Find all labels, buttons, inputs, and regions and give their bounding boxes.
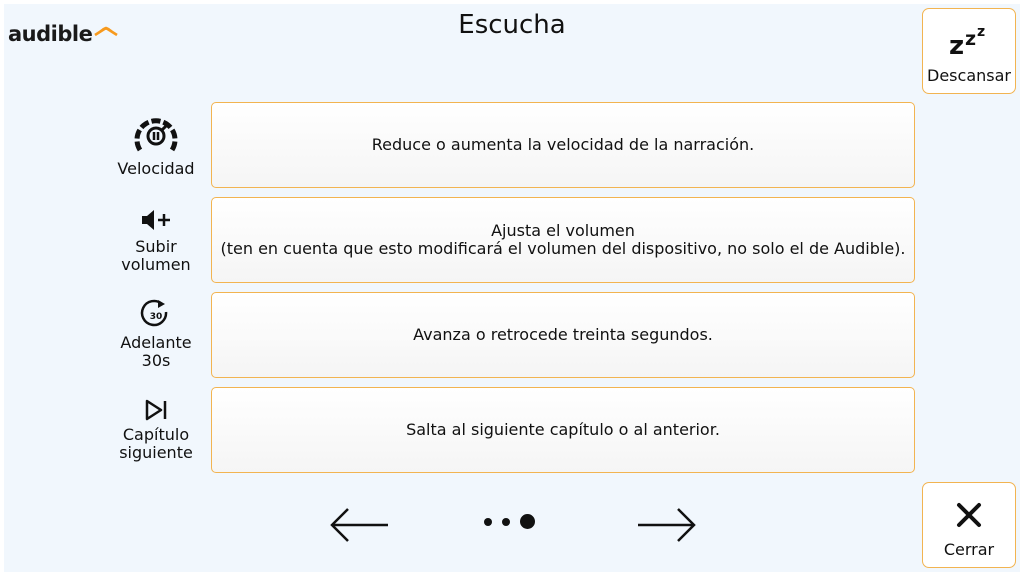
next-arrow-icon[interactable] bbox=[634, 505, 698, 545]
previous-arrow-icon[interactable] bbox=[328, 505, 392, 545]
next-chapter-description: Salta al siguiente capítulo o al anterior. bbox=[406, 420, 720, 439]
skip-forward-30-icon bbox=[140, 298, 172, 330]
svg-text:z: z bbox=[977, 24, 986, 40]
row-label-volume: Subir volumen bbox=[121, 237, 191, 274]
page-dot-2[interactable] bbox=[502, 518, 510, 526]
row-label-speed: Velocidad bbox=[117, 159, 195, 178]
close-button-label: Cerrar bbox=[943, 540, 995, 559]
close-icon bbox=[955, 501, 983, 529]
page-dot-3-active[interactable] bbox=[520, 514, 535, 529]
close-button[interactable] bbox=[922, 482, 1016, 568]
svg-text:z: z bbox=[949, 31, 965, 57]
row-icon-volume bbox=[106, 206, 206, 274]
svg-text:30: 30 bbox=[149, 312, 163, 322]
skip-description-card bbox=[211, 292, 915, 378]
zzz-icon bbox=[947, 23, 991, 57]
pagination-dots bbox=[484, 514, 535, 529]
sleep-button-label: Descansar bbox=[927, 66, 1011, 85]
row-label-skip: Adelante 30s bbox=[120, 333, 192, 370]
volume-description-line-2: (ten en cuenta que esto modificará el volumen del dispositivo, no solo el de Audible). bbox=[220, 239, 906, 258]
page-title: Escucha bbox=[458, 10, 566, 40]
row-label-next-chapter: Capítulo siguiente bbox=[119, 425, 193, 462]
skip-description: Avanza o retrocede treinta segundos. bbox=[413, 325, 713, 344]
svg-text:z: z bbox=[965, 28, 977, 50]
volume-description-card bbox=[211, 197, 915, 283]
tutorial-screen bbox=[4, 4, 1020, 572]
volume-up-icon bbox=[140, 206, 172, 234]
speed-description-card bbox=[211, 102, 915, 188]
speedometer-icon bbox=[132, 114, 180, 156]
row-icon-speed bbox=[106, 114, 206, 178]
next-chapter-icon bbox=[142, 398, 170, 422]
sleep-button[interactable] bbox=[922, 8, 1016, 94]
volume-description-line-1: Ajusta el volumen bbox=[491, 221, 635, 240]
row-icon-skip bbox=[106, 298, 206, 370]
next-chapter-description-card bbox=[211, 387, 915, 473]
row-icon-next-chapter bbox=[106, 398, 206, 462]
page-dot-1[interactable] bbox=[484, 518, 492, 526]
logo-text: audible bbox=[8, 22, 93, 46]
speed-description: Reduce o aumenta la velocidad de la narración. bbox=[371, 135, 755, 154]
